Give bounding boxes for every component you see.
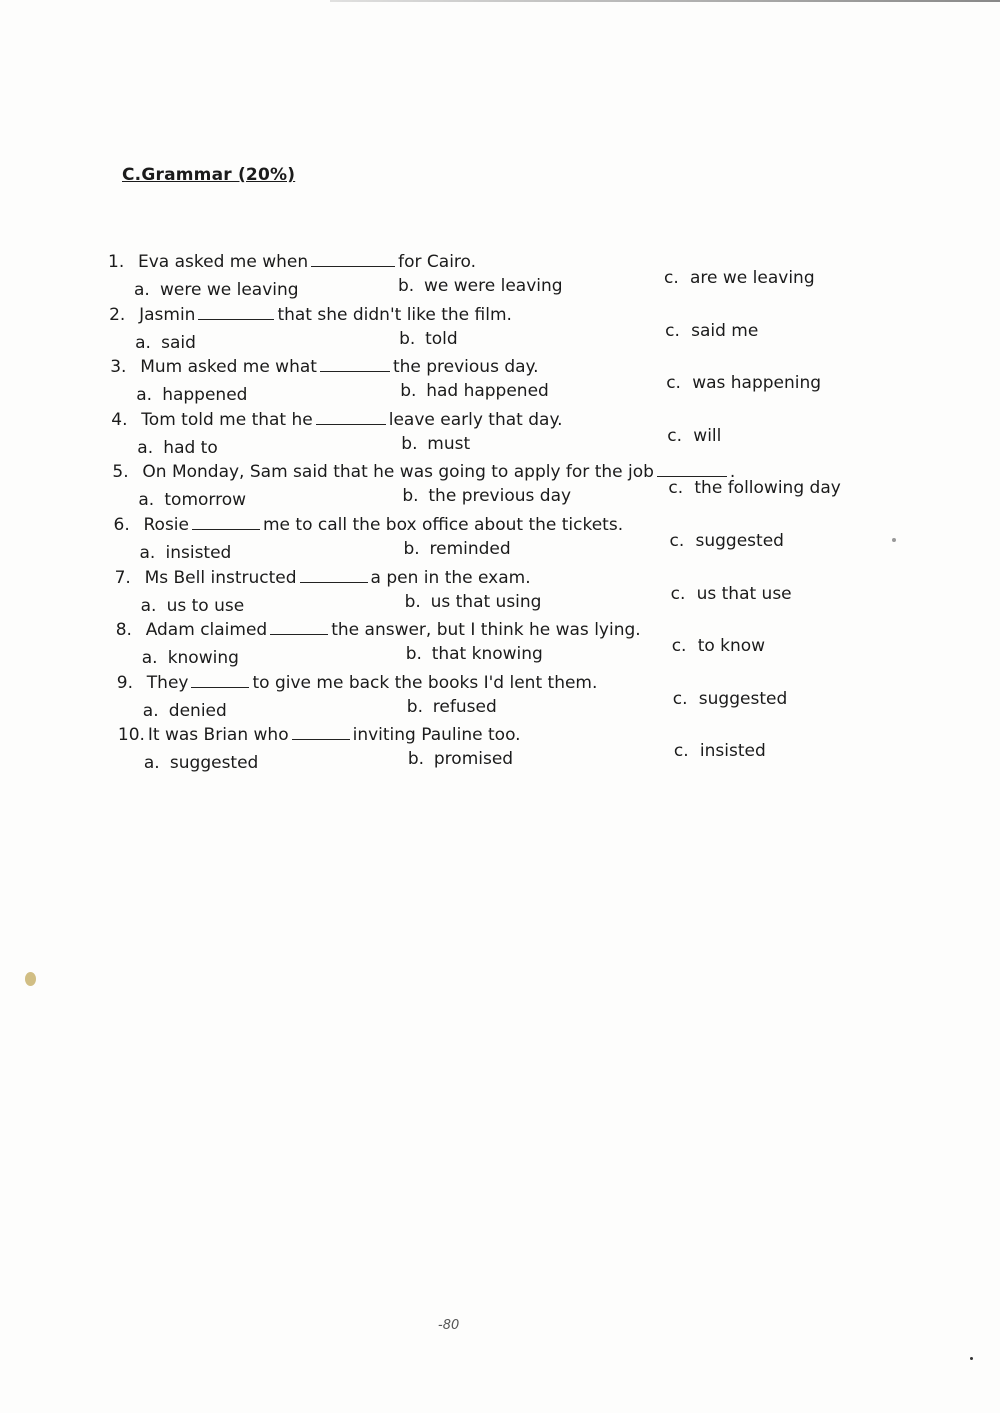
question-8 (0, 620, 1000, 672)
option-b[interactable] (398, 276, 563, 296)
option-text: the following day (694, 478, 841, 499)
question-stem (112, 462, 735, 482)
option-letter: b. (398, 276, 415, 296)
option-text: had to (163, 437, 218, 458)
option-text: must (427, 433, 471, 454)
option-letter: a. (142, 700, 159, 721)
option-letter: c. (668, 478, 684, 499)
question-stem (114, 515, 624, 535)
option-b[interactable] (401, 434, 470, 454)
question-text-after: for Cairo. (398, 252, 477, 272)
option-text: the previous day (428, 486, 572, 507)
scan-speck (970, 1357, 973, 1360)
option-c[interactable] (672, 636, 765, 656)
answer-blank[interactable] (300, 568, 368, 583)
question-text-after: a pen in the exam. (370, 567, 531, 588)
option-text: said me (691, 320, 759, 341)
question-stem (117, 673, 598, 693)
question-text-after: . (729, 462, 736, 483)
question-text-after: inviting Pauline too. (352, 725, 521, 746)
question-number: 6. (113, 515, 130, 535)
option-letter: a. (143, 753, 160, 774)
option-b[interactable] (399, 329, 458, 349)
question-text-after: leave early that day. (388, 409, 563, 430)
option-c[interactable] (667, 426, 721, 446)
option-letter: b. (407, 749, 425, 770)
option-a[interactable] (137, 438, 217, 458)
option-text: was happening (692, 373, 822, 394)
question-text-before: They (146, 672, 189, 693)
option-b[interactable] (408, 749, 513, 769)
option-letter: c. (673, 741, 689, 762)
option-letter: a. (134, 280, 150, 300)
question-stem (116, 620, 641, 640)
option-text: are we leaving (690, 268, 815, 288)
option-letter: a. (137, 437, 154, 458)
option-a[interactable] (142, 648, 239, 668)
paper-stain (25, 972, 36, 986)
question-text-after: that she didn't like the film. (277, 304, 512, 325)
option-text: said (161, 332, 196, 353)
option-text: refused (432, 696, 497, 717)
option-letter: c. (671, 636, 687, 657)
option-b[interactable] (402, 486, 571, 506)
answer-blank[interactable] (198, 305, 274, 320)
question-2 (0, 305, 1000, 357)
question-number: 5. (112, 462, 129, 483)
answer-blank[interactable] (657, 462, 727, 477)
option-c[interactable] (668, 478, 840, 498)
option-a[interactable] (144, 753, 258, 773)
option-a[interactable] (138, 490, 246, 510)
option-letter: b. (405, 644, 422, 665)
option-c[interactable] (670, 531, 784, 551)
question-stem (111, 410, 562, 430)
option-letter: c. (664, 268, 679, 288)
option-letter: c. (666, 373, 681, 394)
option-text: will (693, 425, 722, 446)
scan-top-edge (330, 0, 1000, 2)
option-letter: b. (404, 591, 421, 612)
option-letter: b. (406, 696, 423, 717)
option-letter: c. (672, 688, 688, 709)
option-text: us that use (696, 583, 792, 604)
option-letter: a. (141, 648, 158, 669)
option-text: us that using (430, 591, 542, 612)
question-stem (110, 357, 538, 377)
option-text: us to use (166, 595, 245, 616)
option-text: were we leaving (160, 280, 299, 300)
option-b[interactable] (404, 539, 511, 559)
question-stem (115, 568, 531, 588)
option-letter: c. (669, 531, 685, 551)
question-number: 8. (115, 620, 132, 641)
answer-blank[interactable] (320, 357, 390, 372)
question-5 (0, 462, 1000, 514)
answer-blank[interactable] (270, 620, 328, 635)
option-text: we were leaving (424, 276, 563, 296)
option-letter: b. (399, 328, 416, 349)
option-c[interactable] (666, 373, 821, 393)
option-text: happened (162, 385, 248, 406)
option-text: promised (433, 749, 514, 770)
question-text-after: me to call the box office about the tickets. (263, 515, 624, 535)
question-number: 2. (109, 304, 126, 325)
option-b[interactable] (400, 381, 549, 401)
question-7 (0, 568, 1000, 620)
question-number: 1. (108, 252, 125, 272)
option-c[interactable] (674, 741, 766, 761)
option-c[interactable] (671, 584, 792, 604)
answer-blank[interactable] (192, 515, 260, 530)
question-number: 4. (111, 409, 128, 430)
option-letter: a. (138, 490, 155, 511)
option-letter: a. (139, 543, 156, 563)
option-a[interactable] (143, 701, 227, 721)
question-text-after: the previous day. (392, 357, 539, 378)
answer-blank[interactable] (311, 252, 395, 267)
question-6 (0, 515, 1000, 567)
option-letter: c. (667, 425, 683, 446)
option-text: suggested (695, 531, 784, 551)
question-number: 9. (116, 672, 134, 693)
option-text: denied (168, 700, 227, 721)
option-text: reminded (429, 539, 511, 559)
option-b[interactable] (406, 644, 543, 664)
question-text-before: Tom told me that he (141, 409, 313, 430)
option-letter: b. (403, 539, 420, 559)
question-1 (0, 252, 1000, 304)
question-3 (0, 357, 1000, 409)
option-a[interactable] (136, 385, 247, 405)
option-letter: a. (136, 385, 153, 406)
question-stem (118, 725, 521, 745)
question-text-before: Adam claimed (145, 620, 268, 641)
question-number: 7. (114, 567, 131, 588)
option-text: tomorrow (164, 490, 247, 511)
question-text-before: Mum asked me what (140, 357, 317, 378)
question-number: 3. (110, 357, 127, 378)
section-title: C.Grammar (20%) (122, 165, 296, 185)
question-10 (0, 725, 1000, 777)
answer-blank[interactable] (292, 725, 350, 740)
question-4 (0, 410, 1000, 462)
question-text-before: Rosie (143, 515, 189, 535)
question-stem (109, 305, 512, 325)
option-text: had happened (426, 381, 549, 402)
option-b[interactable] (405, 592, 542, 612)
option-text: suggested (169, 753, 259, 774)
option-c[interactable] (664, 268, 815, 288)
question-text-before: Ms Bell instructed (144, 567, 297, 588)
option-letter: b. (400, 381, 417, 402)
question-9 (0, 673, 1000, 725)
question-stem (108, 252, 476, 272)
option-a[interactable] (140, 543, 232, 563)
option-a[interactable] (134, 280, 299, 300)
option-text: told (425, 328, 458, 349)
option-b[interactable] (407, 697, 497, 717)
answer-blank[interactable] (191, 673, 249, 688)
question-text-before: Jasmin (139, 304, 196, 325)
page-number: -80 (438, 1318, 460, 1333)
option-letter: b. (402, 486, 419, 507)
option-c[interactable] (673, 689, 787, 709)
question-text-before: On Monday, Sam said that he was going to apply for the job (142, 462, 654, 483)
question-text-after: the answer, but I think he was lying. (331, 620, 641, 641)
question-text-before: It was Brian who (147, 725, 289, 746)
option-letter: c. (665, 320, 680, 341)
option-letter: b. (401, 433, 418, 454)
option-text: insisted (165, 543, 232, 563)
question-number: 10. (117, 725, 145, 746)
option-text: to know (697, 636, 766, 657)
option-text: insisted (699, 741, 766, 762)
option-letter: a. (135, 332, 151, 353)
option-a[interactable] (141, 596, 245, 616)
question-text-before: Eva asked me when (138, 252, 309, 272)
option-text: suggested (698, 688, 788, 709)
option-letter: a. (140, 595, 157, 616)
option-text: knowing (167, 648, 239, 669)
option-letter: c. (670, 583, 686, 604)
answer-blank[interactable] (316, 410, 386, 425)
option-a[interactable] (135, 333, 196, 353)
question-text-after: to give me back the books I'd lent them. (252, 672, 598, 693)
option-text: that knowing (431, 644, 543, 665)
scan-speck (892, 538, 896, 542)
option-c[interactable] (665, 321, 758, 341)
